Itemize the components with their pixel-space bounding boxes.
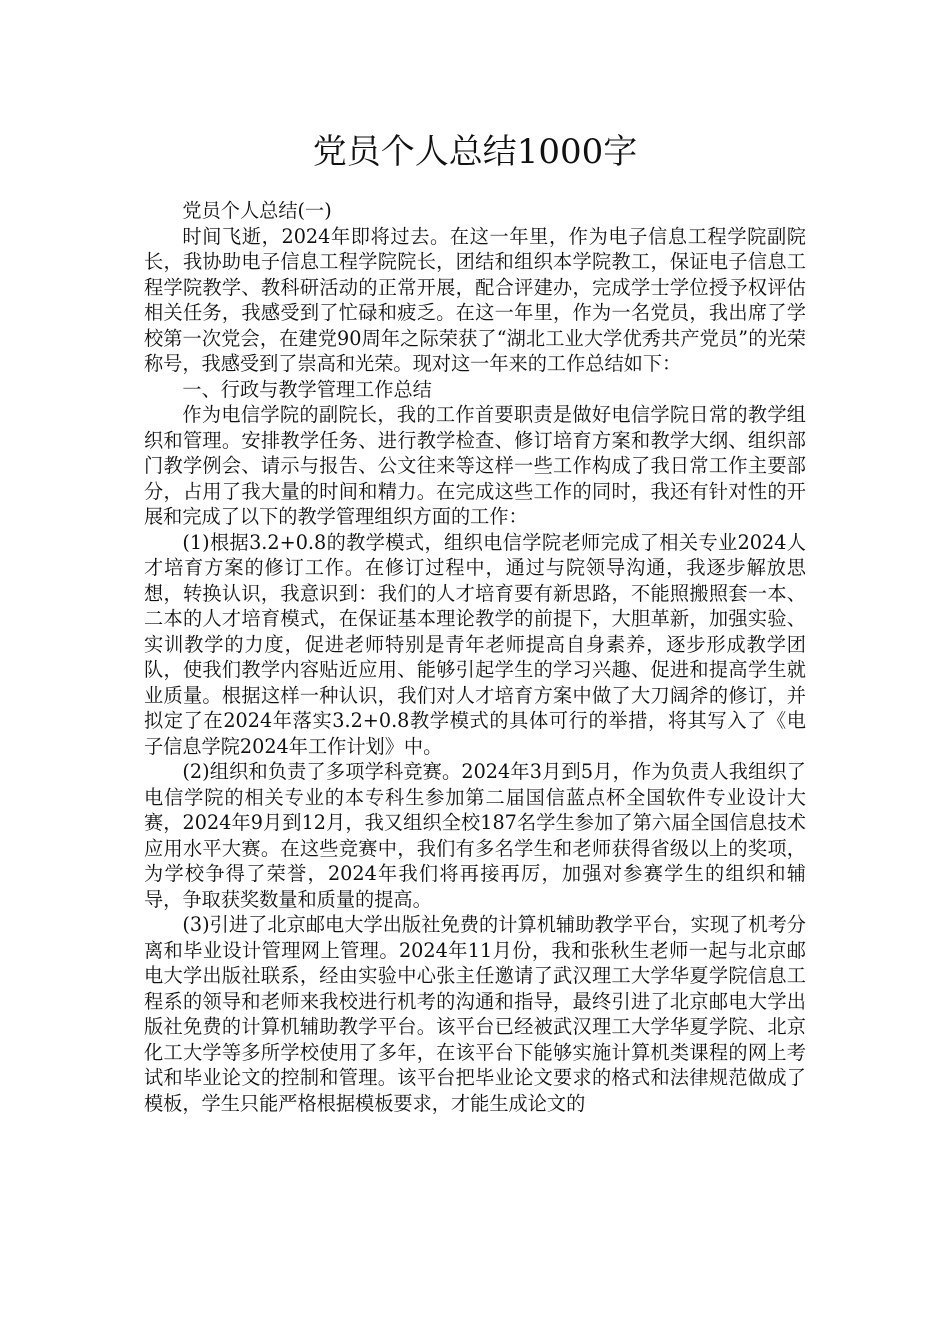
body-paragraph: (2)组织和负责了多项学科竞赛。2024年3月到5月，作为负责人我组织了电信学院的相关专业的本专科生参加第二届国信蓝点杯全国软件专业设计大赛，2024年9月到12月，我又组织全校187名学生参加了第六届全国信息技术应用水平大赛。在这些竞赛中，我们有多名学生和老师获得省级以上的奖项，为学校争得了荣誉，2024年我们将再接再厉，加强对参赛学生的组织和辅导，争取获奖数量和质量的提高。 — [144, 760, 806, 911]
body-paragraph: (1)根据3.2+0.8的教学模式，组织电信学院老师完成了相关专业2024人才培育方案的修订工作。在修订过程中，通过与院领导沟通，我逐步解放思想，转换认识，我意识到：我们的人才培育要有新思路，不能照搬照套一本、二本的人才培育模式，在保证基本理论教学的前提下，大胆革新，加强实验、实训教学的力度，促进老师特别是青年老师提高自身素养，逐步形成教学团队，使我们教学内容贴近应用、能够引起学生的学习兴趣、促进和提高学生就业质量。根据这样一种认识，我们对人才培育方案中做了大刀阔斧的修订，并拟定了在2024年落实3.2+0.8教学模式的具体可行的举措，将其写入了《电子信息学院2024年工作计划》中。 — [144, 530, 806, 758]
body-paragraph: 作为电信学院的副院长，我的工作首要职责是做好电信学院日常的教学组织和管理。安排教学任务、进行教学检查、修订培育方案和教学大纲、组织部门教学例会、请示与报告、公文往来等这样一些工作构成了我日常工作主要部分，占用了我大量的时间和精力。在完成这些工作的同时，我还有针对性的开展和完成了以下的教学管理组织方面的工作： — [144, 403, 806, 528]
section-heading: 一、行政与教学管理工作总结 — [182, 377, 432, 401]
section-heading: 党员个人总结(一) — [182, 199, 332, 222]
body-paragraph: (3)引进了北京邮电大学出版社免费的计算机辅助教学平台，实现了机考分离和毕业设计管理网上管理。2024年11月份，我和张秋生老师一起与北京邮电大学出版社联系，经由实验中心张主任邀请了武汉理工大学华夏学院信息工程系的领导和老师来我校进行机考的沟通和指导，最终引进了北京邮电大学出版社免费的计算机辅助教学平台。该平台已经被武汉理工大学华夏学院、北京化工大学等多所学校使用了多年，在该平台下能够实施计算机类课程的网上考试和毕业论文的控制和管理。该平台把毕业论文要求的格式和法律规范做成了模板，学生只能严格根据模板要求，才能生成论文的 — [144, 913, 806, 1115]
document-body — [144, 198, 806, 1116]
document-title: 党员个人总结1000字 — [312, 132, 638, 172]
intro-paragraph: 时间飞逝，2024年即将过去。在这一年里，作为电子信息工程学院副院长，我协助电子信息工程学院院长，团结和组织本学院教工，保证电子信息工程学院教学、教科研活动的正常开展，配合评建办，完成学士学位授予权评估相关任务，我感受到了忙碌和疲乏。在这一年里，作为一名党员，我出席了学校第一次党会，在建党90周年之际荣获了“湖北工业大学优秀共产党员”的光荣称号，我感受到了崇高和光荣。现对这一年来的工作总结如下： — [144, 224, 806, 375]
